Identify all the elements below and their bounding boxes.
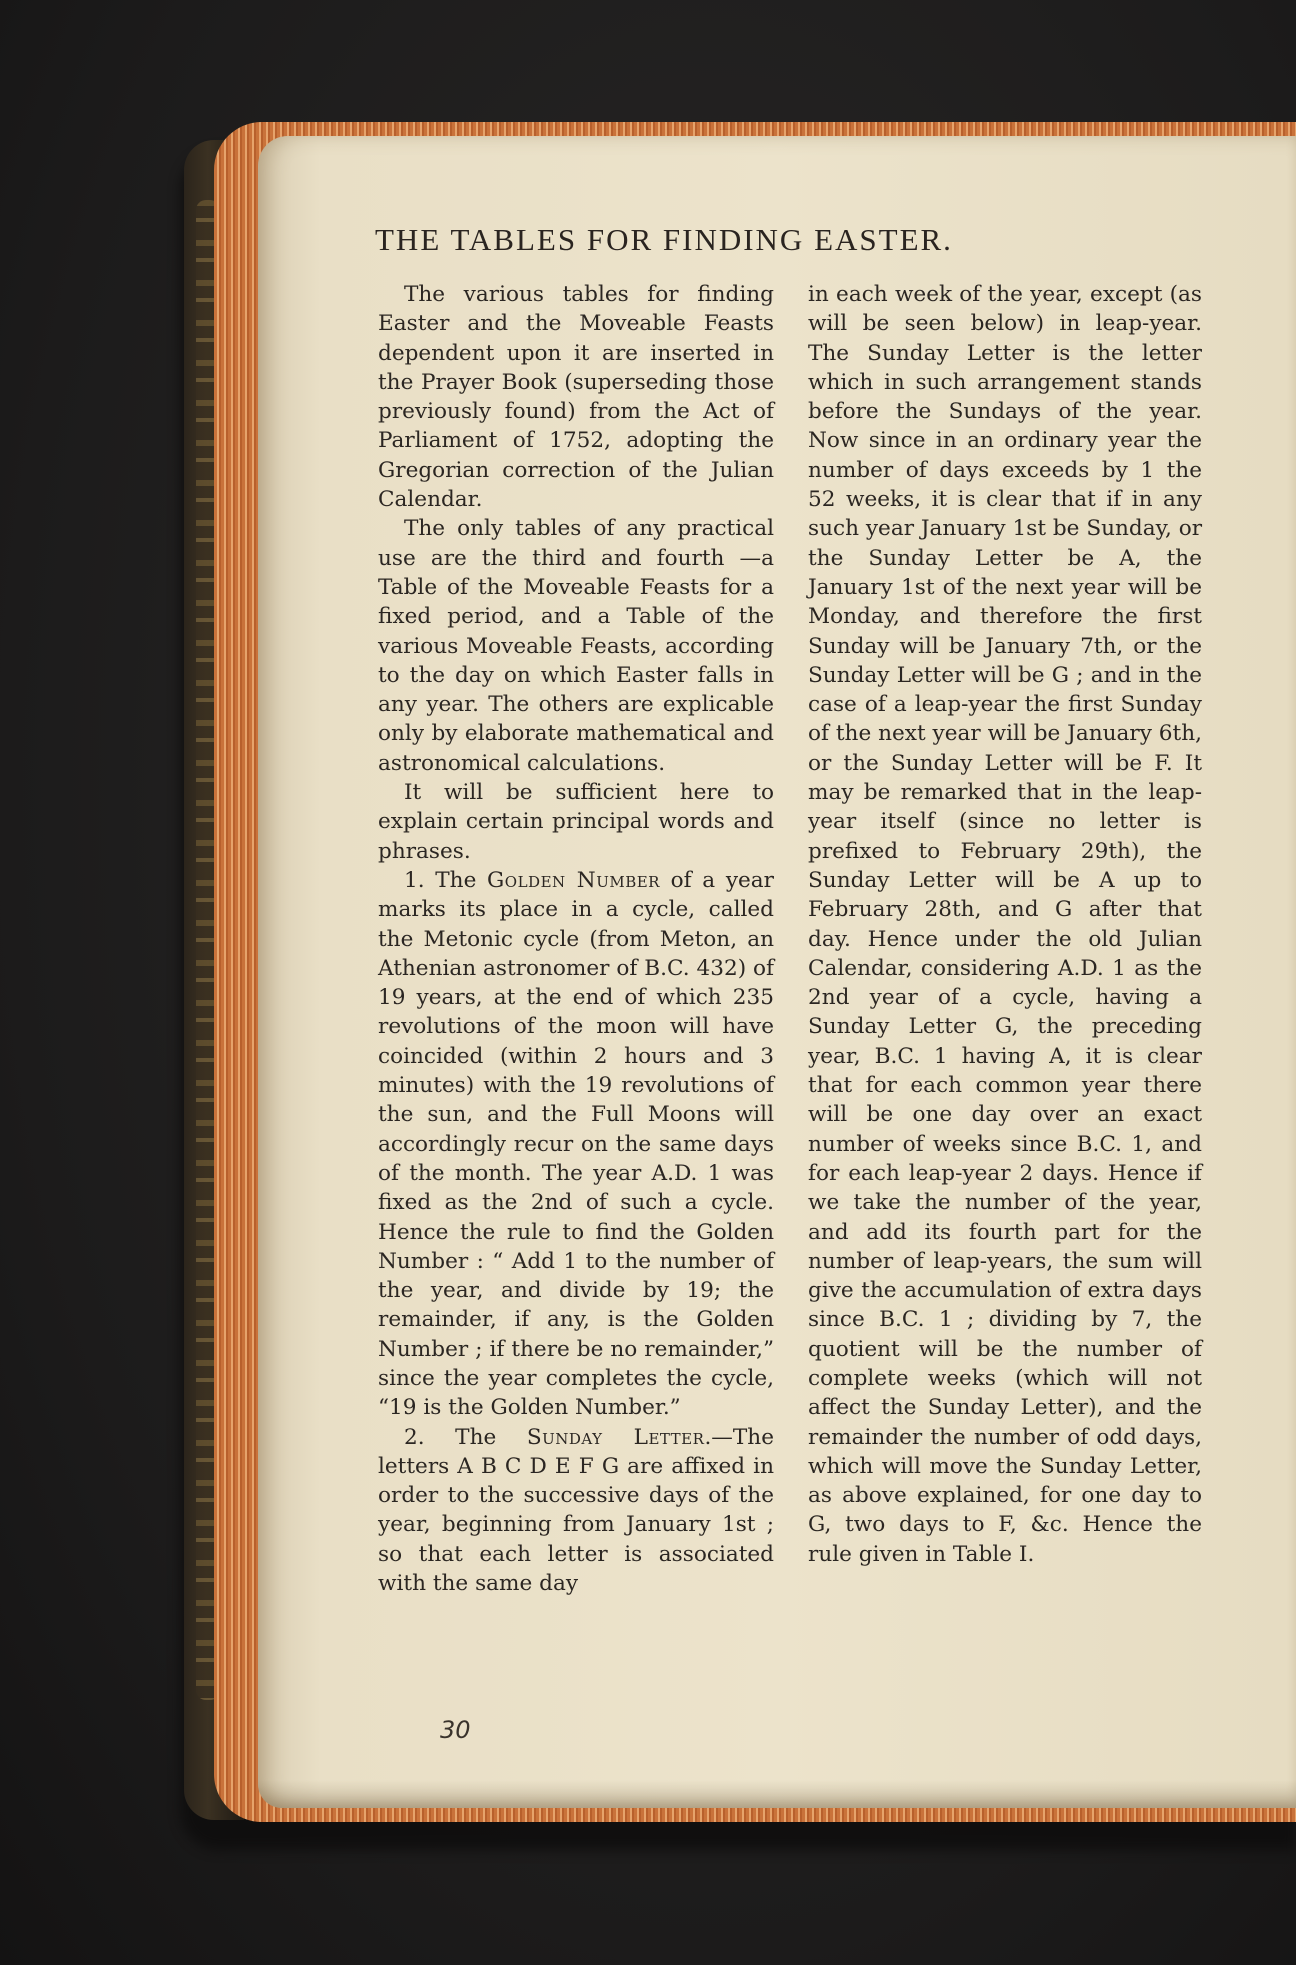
paragraph-continued: in each week of the year, except (as will be seen below) in leap-year. The Sunday Letter is the letter which in such arrangement stands before the Sundays of the year. Now since in an ordinary year the number of days exceeds by 1 the 52 weeks, it is clear that if in any such year January 1st be Sunday, or the Sunday Letter be A, the January 1st of the next year will be Monday, and therefore the first Sunday will be January 7th, or the Sunday Letter will be G ; and in the case of a leap-year the first Sunday of the next year will be January 6th, or the Sunday Letter will be F. It may be remarked that in the leap-year itself (since no letter is prefixed to February 29th), the Sunday Letter will be A up to February 28th, and G after that day. Hence under the old Julian Calendar, considering A.D. 1 as the 2nd year of a cycle, having a Sunday Letter G, the preceding year, B.C. 1 having A, it is clear that for each common year there will be one day over an exact number of weeks since B.C. 1, and for each leap-year 2 days. Hence if we take the number of the year, and add its fourth part for the number of leap-years, the sum will give the accumulation of extra days since B.C. 1 ; dividing by 7, the quotient will be the number of complete weeks (which will not affect the Sunday Letter), and the remainder the number of odd days, which will move the Sunday Letter, as above explained, for one day to G, two days to F, &c. Hence the rule given in Table I. [808,282,1203,1567]
item-text: of a year marks its place in a cycle, called the Metonic cycle (from Meton, an Athenian astronomer of B.C. 432) of 19 years, at the end of which 235 revolutions of the moon will have coincided (within 2 hours and 3 minutes) with the 19 revolutions of the sun, and the Full Moons will accordingly recur on the same days of the month. The year A.D. 1 was fixed as the 2nd of such a cycle. Hence the rule to find the Golden Number : “ Add 1 to the number of the year, and divide by 19; the remainder, if any, is the Golden Number ; if there be no remainder,” since the year completes the cycle, “19 is the Golden Number.” [378,867,775,1421]
term-golden-number: Golden Number [487,867,660,893]
item-text: .—The letters A B C D E F G are affixed in order to the successive days of the year, beginning from January 1st ; so that each letter is associated with the same day [378,1424,774,1597]
paragraph-intro: The various tables for finding Easter and the Moveable Feasts dependent upon it are inserted in the Prayer Book (superseding those previously found) from the Act of Parliament of 1752, adopting the Gregorian correction of the Julian Calendar. [378,282,774,513]
paragraph-golden-number [378,866,774,1423]
paragraph-tables: The only tables of any practical use are the third and fourth —a Table of the Moveable Feasts for a fixed period, and a Table of the various Moveable Feasts, according to the day on which Easter falls in any year. The others are explicable only by elaborate mathematical and astronomical calculations. [378,516,774,776]
right-column [808,280,1202,1569]
running-head: THE TABLES FOR FINDING EASTER. [375,222,953,257]
paragraph-sunday-letter [378,1423,774,1599]
page-number: 30 [440,1716,471,1744]
paragraph-explain: It will be sufficient here to explain certain principal words and phrases. [378,780,774,864]
page-bottom-shade [258,1780,1296,1808]
item-number: 2. The [404,1424,527,1450]
left-column [378,280,774,1598]
term-sunday-letter: Sunday Letter [526,1424,705,1450]
item-number: 1. The [404,867,488,893]
